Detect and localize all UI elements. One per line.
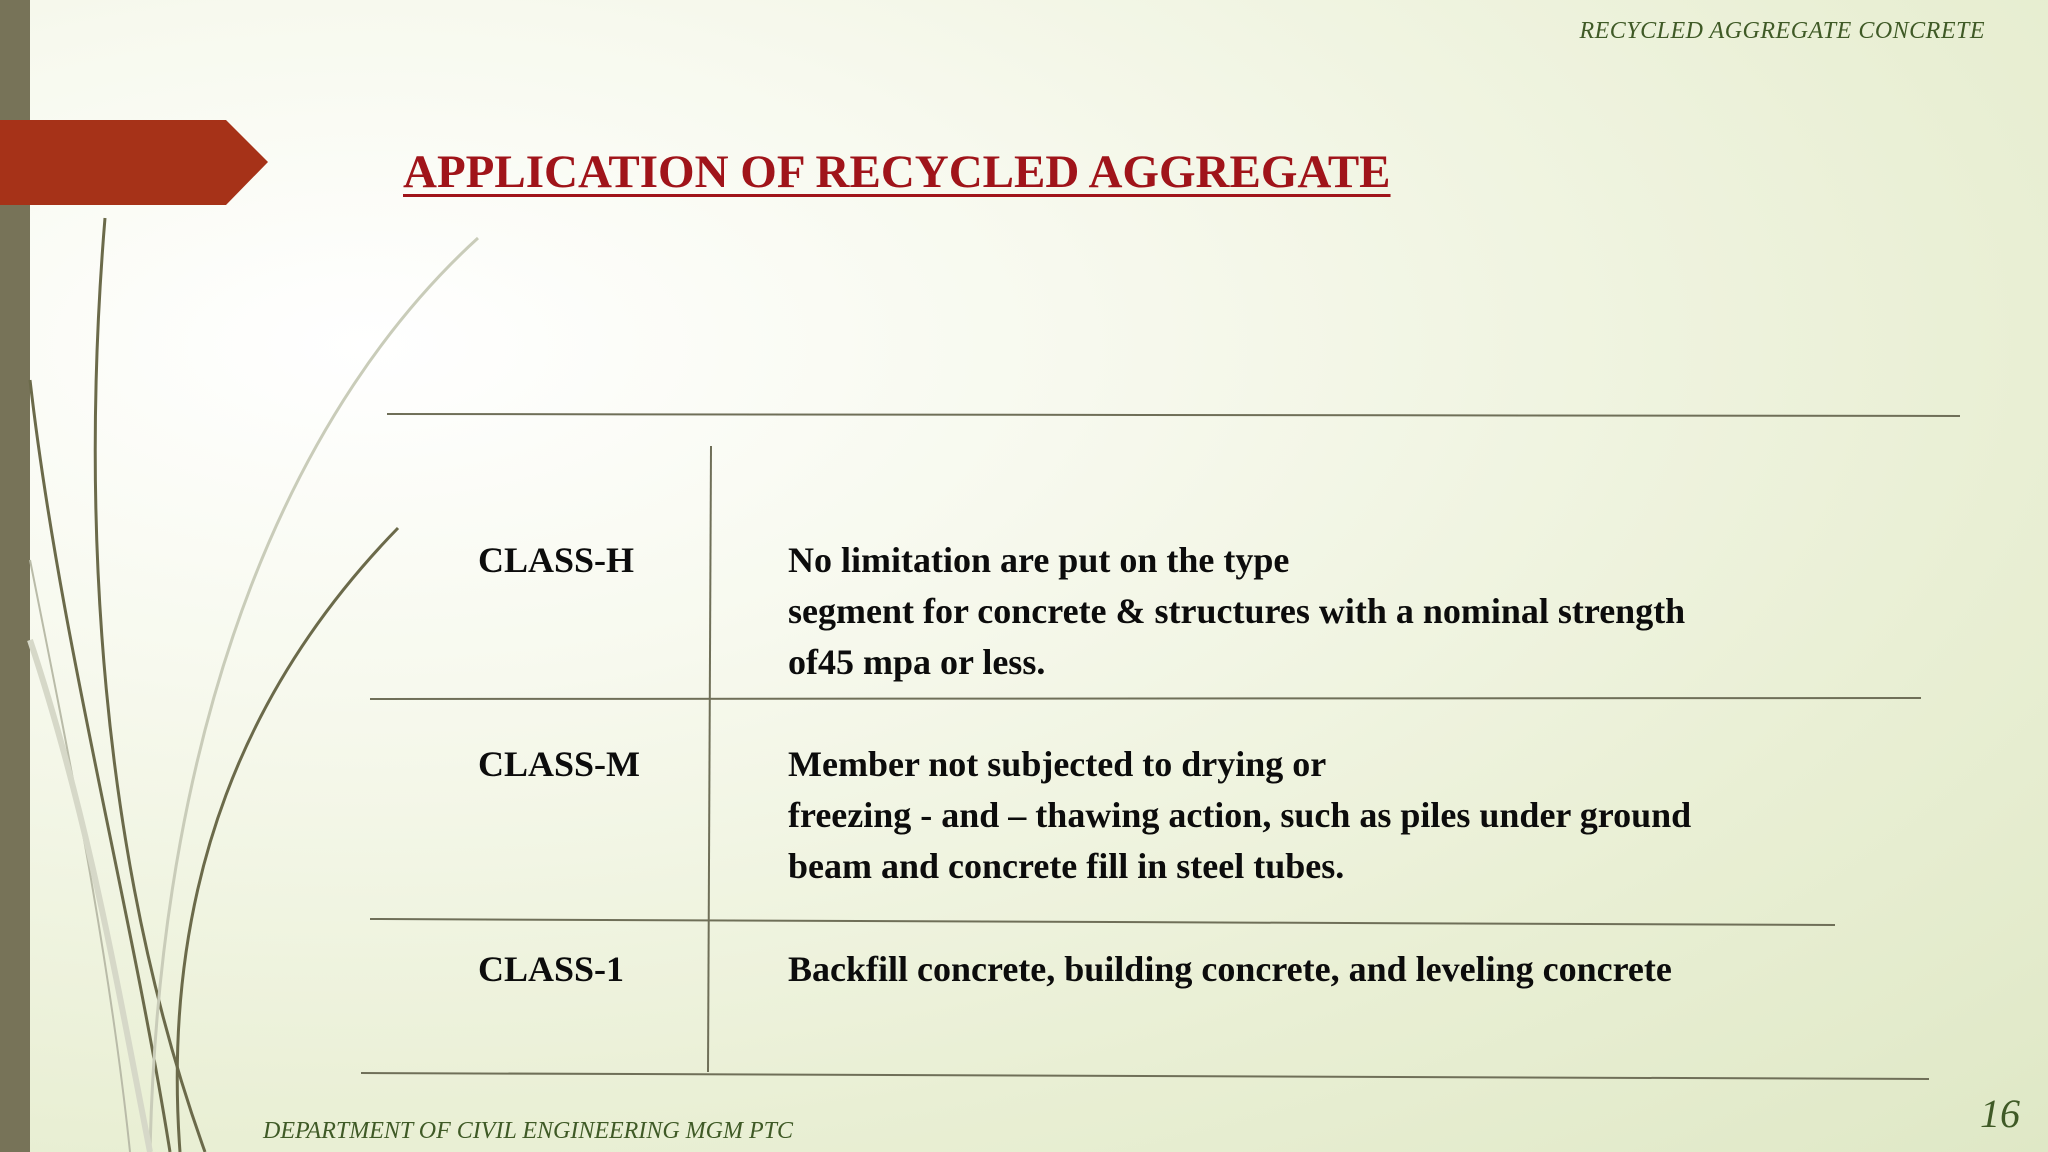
footer-department: DEPARTMENT OF CIVIL ENGINEERING MGM PTC (263, 1118, 794, 1144)
row-2-description-line: freezing - and – thawing action, such as piles under ground (788, 795, 1692, 835)
row-1-description (788, 535, 1948, 688)
slide-title: APPLICATION OF RECYCLED AGGREGATE (403, 146, 1391, 198)
row-1-description-line: segment for concrete & structures with a nominal strength (788, 591, 1686, 631)
row-1-class-label: CLASS-H (478, 540, 635, 580)
row-2-description-line: Member not subjected to drying or (788, 744, 1327, 784)
row-1-description-line: No limitation are put on the type (788, 540, 1290, 580)
row-2-description-line: beam and concrete fill in steel tubes. (788, 846, 1345, 886)
row-2-description (788, 739, 1948, 892)
row-2-class-label: CLASS-M (478, 744, 641, 784)
row-1-description-line: of45 mpa or less. (788, 642, 1046, 682)
row-3-class-label: CLASS-1 (478, 949, 625, 989)
page-number: 16 (1980, 1091, 2020, 1136)
row-3-description-line: Backfill concrete, building concrete, and leveling concrete (788, 949, 1672, 989)
row-3-description (788, 944, 1948, 995)
header-running-title: RECYCLED AGGREGATE CONCRETE (1579, 18, 1985, 44)
